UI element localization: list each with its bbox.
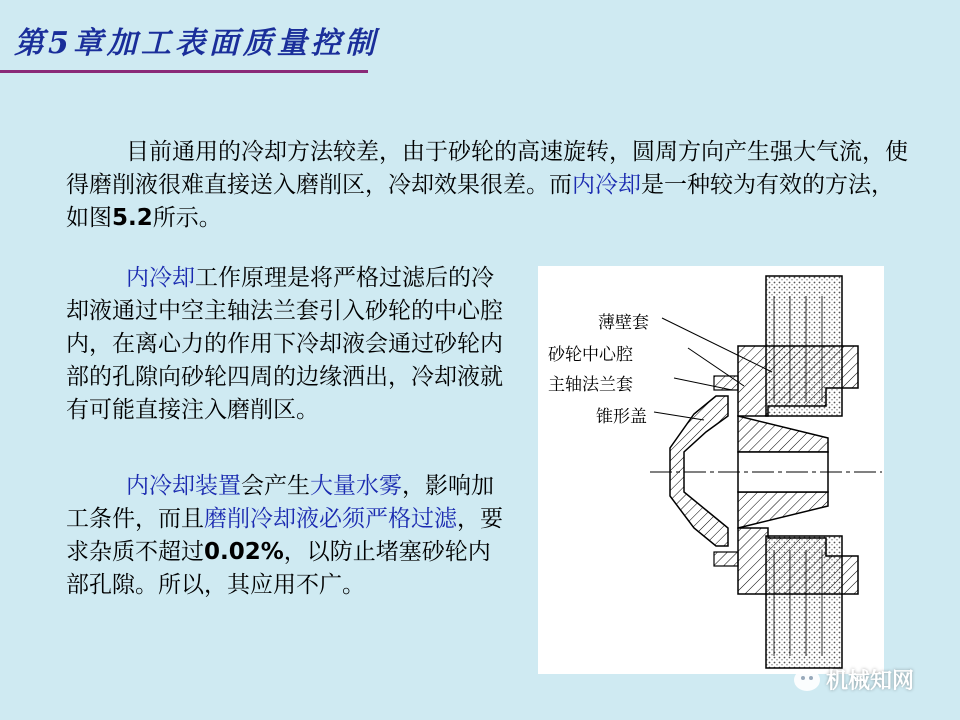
device-paragraph [66, 470, 506, 602]
title-underline [0, 70, 368, 73]
principle-highlight: 内冷却 [126, 265, 195, 291]
intro-paragraph [66, 136, 916, 235]
internal-cooling-figure [538, 266, 884, 674]
hub-top [738, 416, 828, 452]
cone-cover [670, 396, 728, 546]
label-cone-cover: 锥形盖 [596, 407, 647, 427]
thin-sleeve-bottom [714, 552, 738, 566]
intro-text-c: 是一种较为有效的方法，如图 [66, 172, 894, 231]
device-text-b: 会产生 [241, 473, 310, 499]
hub-bottom [738, 492, 828, 528]
wheel-section-drawing [538, 266, 884, 674]
device-text-d: ，影响加工条件，而且 [66, 473, 494, 532]
principle-paragraph [66, 262, 506, 427]
watermark [794, 664, 914, 695]
intro-text-e: 所示。 [152, 205, 222, 231]
intro-highlight: 内冷却 [572, 172, 641, 198]
wechat-icon [794, 669, 820, 691]
device-text-h: ，以防止堵塞砂轮内部孔隙。所以，其应用不广。 [66, 539, 491, 598]
device-text-f: ，要求杂质不超过 [66, 506, 503, 565]
label-thin-sleeve: 薄壁套 [598, 313, 649, 333]
device-percent: 0.02% [204, 539, 284, 565]
leader-thin-sleeve [662, 318, 772, 372]
thin-sleeve-top [714, 376, 738, 390]
page-title: 第5章加工表面质量控制 [14, 26, 379, 61]
device-highlight-e: 磨削冷却液必须严格过滤 [204, 506, 457, 532]
watermark-text: 机械知网 [826, 669, 915, 694]
device-highlight-a: 内冷却装置 [126, 473, 241, 499]
intro-figure-number: 5.2 [112, 205, 153, 231]
intro-text-a: 目前通用的冷却方法较差，由于砂轮的高速旋转，圆周方向产生强大气流，使得磨削液很难直接送入磨削区，冷却效果很差。而 [66, 139, 908, 198]
principle-text: 工作原理是将严格过滤后的冷却液通过中空主轴法兰套引入砂轮的中心腔内，在离心力的作用下冷却液会通过砂轮内部的孔隙向砂轮四周的边缘洒出，冷却液就有可能直接注入磨削区。 [66, 265, 503, 423]
device-highlight-c: 大量水雾 [310, 473, 402, 499]
label-center-cavity: 砂轮中心腔 [548, 345, 633, 365]
label-flange-sleeve: 主轴法兰套 [548, 375, 633, 395]
